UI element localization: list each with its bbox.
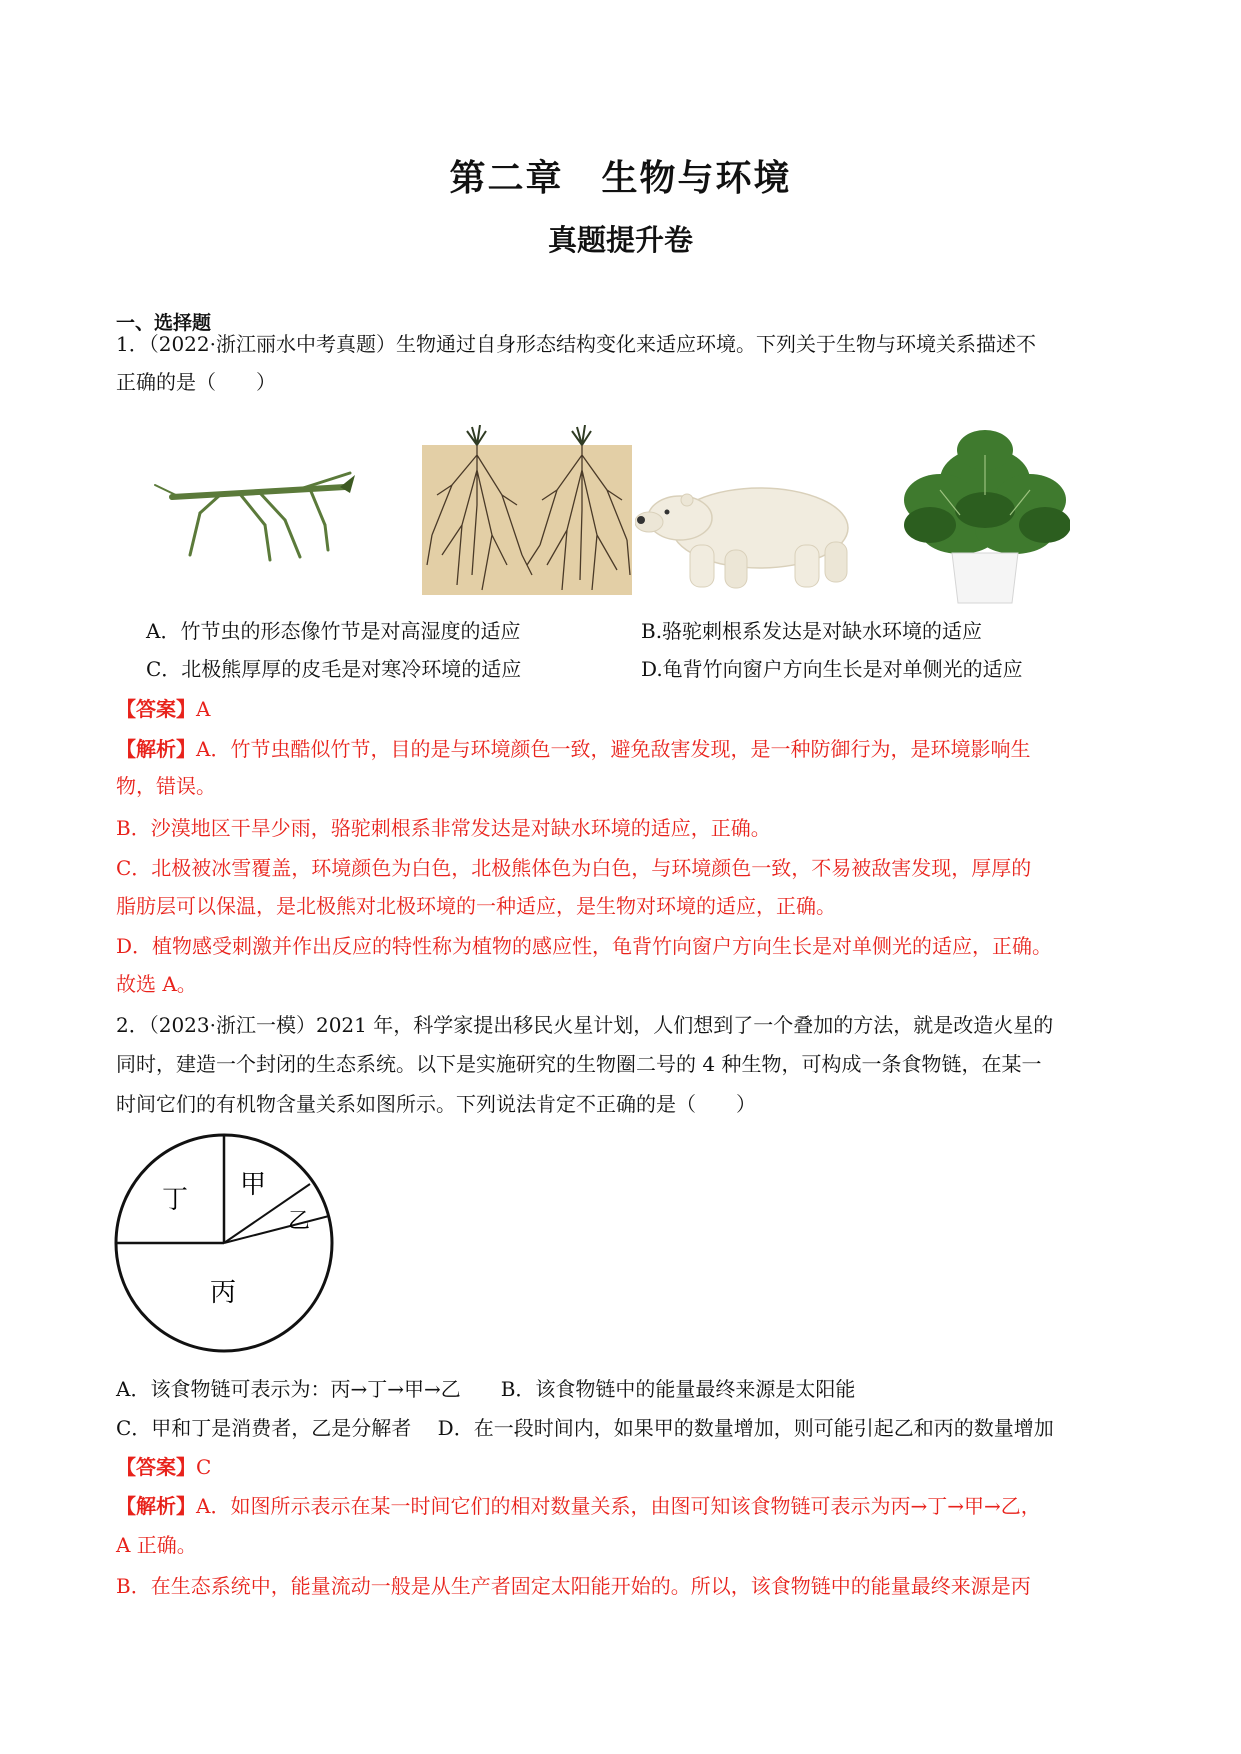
q2-analysis-text: A．如图所示表示在某一时间它们的相对数量关系，由图可知该食物链可表示为丙→丁→甲→乙， — [196, 1494, 1041, 1518]
q1-answer-tag: 【答案】 — [116, 697, 196, 721]
q2-options-line1: A．该食物链可表示为：丙→丁→甲→乙 B．该食物链中的能量最终来源是太阳能 — [116, 1377, 856, 1401]
q2-analysis-line1 — [116, 1492, 1041, 1520]
q1-analysis-line6: D．植物感受刺激并作出反应的特性称为植物的感应性，龟背竹向窗户方向生长是对单侧光的适应，正确。 — [116, 934, 1053, 958]
q2-stem-line3: 时间它们的有机物含量关系如图所示。下列说法肯定不正确的是（ ） — [116, 1092, 756, 1116]
page-subtitle: 真题提升卷 — [547, 223, 693, 257]
monstera-plant-image — [900, 425, 1070, 605]
q2-analysis-tag: 【解析】 — [116, 1494, 196, 1518]
q1-option-a: A．竹节虫的形态像竹节是对高湿度的适应 — [146, 619, 521, 643]
stick-insect-image — [150, 465, 360, 570]
q1-analysis-line5: 脂肪层可以保温，是北极熊对北极环境的一种适应，是生物对环境的适应，正确。 — [116, 894, 836, 918]
q2-analysis-line2: A 正确。 — [116, 1533, 197, 1557]
q1-stem-line2: 正确的是（ ） — [116, 370, 276, 394]
q2-stem-line1: 2．（2023·浙江一模）2021 年，科学家提出移民火星计划，人们想到了一个叠加的方法，就是改造火星的 — [116, 1013, 1054, 1037]
q1-option-d: D.龟背竹向窗户方向生长是对单侧光的适应 — [641, 657, 1023, 681]
q2-analysis-line3: B．在生态系统中，能量流动一般是从生产者固定太阳能开始的。所以，该食物链中的能量最终来源是丙 — [116, 1574, 1031, 1598]
organic-matter-pie-diagram — [110, 1128, 340, 1358]
q1-option-b: B.骆驼刺根系发达是对缺水环境的适应 — [641, 619, 983, 643]
pie-label-bing: 丙 — [210, 1278, 237, 1308]
q1-analysis-line1 — [116, 735, 1030, 763]
q1-analysis-line4: C．北极被冰雪覆盖，环境颜色为白色，北极熊体色为白色，与环境颜色一致，不易被敌害发现，厚厚的 — [116, 856, 1032, 880]
q1-analysis-line2: 物，错误。 — [116, 774, 216, 798]
q1-analysis-line7: 故选 A。 — [116, 972, 197, 996]
pie-label-yi: 乙 — [288, 1209, 311, 1234]
polar-bear-image — [635, 470, 870, 595]
camelthorn-roots-image — [422, 425, 632, 595]
q1-answer-value: A — [196, 697, 211, 721]
q2-options-line2: C．甲和丁是消费者，乙是分解者 D．在一段时间内，如果甲的数量增加，则可能引起乙和丙的数量增加 — [116, 1416, 1054, 1440]
q2-answer-value: C — [196, 1455, 212, 1479]
page-title: 第二章 生物与环境 — [449, 158, 792, 199]
q2-answer — [116, 1453, 211, 1481]
pie-label-ding: 丁 — [162, 1185, 189, 1215]
pie-label-jia: 甲 — [240, 1170, 267, 1200]
q2-stem-line2: 同时，建造一个封闭的生态系统。以下是实施研究的生物圈二号的 4 种生物，可构成一条食物链，在某一 — [116, 1052, 1042, 1076]
q1-option-c: C．北极熊厚厚的皮毛是对寒冷环境的适应 — [146, 657, 522, 681]
section-heading: 一、选择题 — [116, 312, 212, 334]
q1-stem-line1: 1．（2022·浙江丽水中考真题）生物通过自身形态结构变化来适应环境。下列关于生物与环境关系描述不 — [116, 332, 1036, 356]
q1-answer — [116, 695, 210, 723]
q2-answer-tag: 【答案】 — [116, 1455, 196, 1479]
q1-analysis-line3: B．沙漠地区干旱少雨，骆驼刺根系非常发达是对缺水环境的适应，正确。 — [116, 816, 771, 840]
q1-analysis-tag: 【解析】 — [116, 737, 196, 761]
q1-analysis-text: A．竹节虫酷似竹节，目的是与环境颜色一致，避免敌害发现，是一种防御行为，是环境影响生 — [196, 737, 1031, 761]
